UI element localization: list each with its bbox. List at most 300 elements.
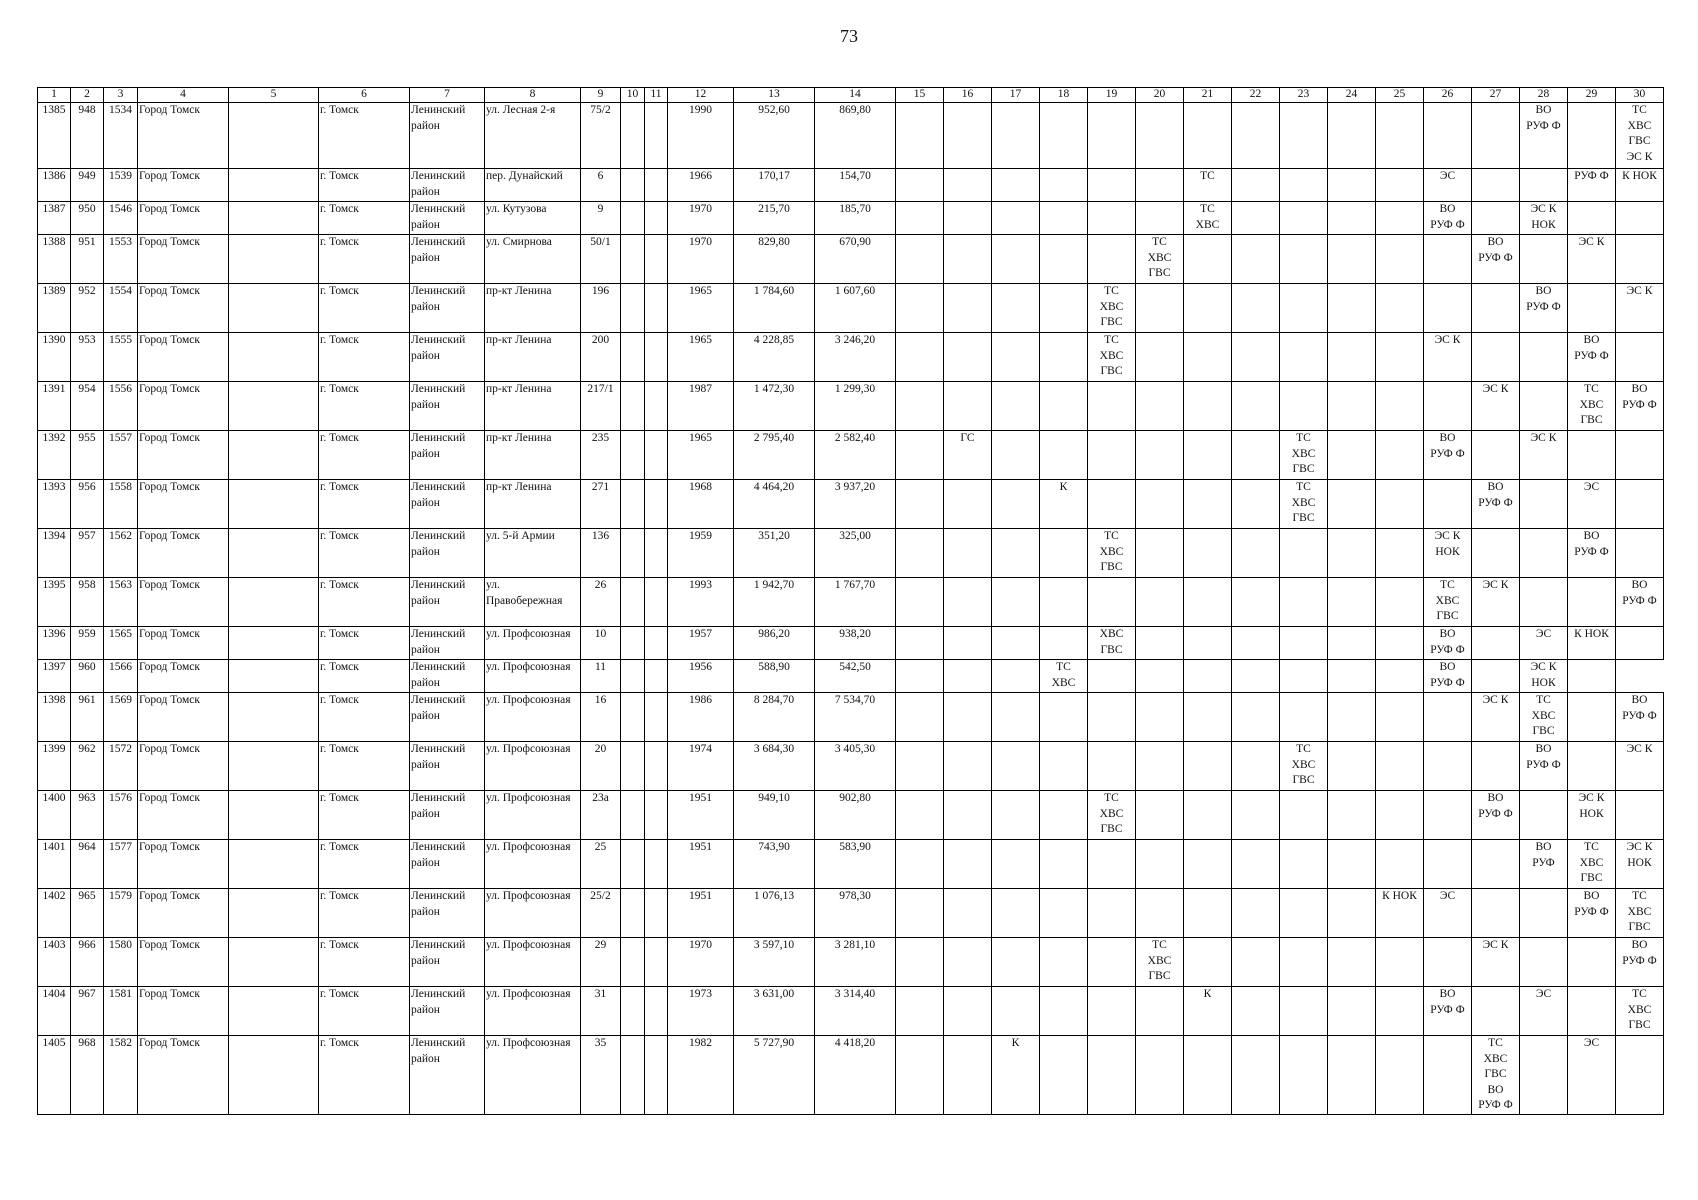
table-cell — [992, 742, 1040, 791]
table-cell: ТС — [1184, 169, 1232, 202]
table-cell — [1088, 938, 1136, 987]
table-cell: К — [1040, 480, 1088, 529]
table-cell — [1088, 431, 1136, 480]
table-cell: 6 — [581, 169, 621, 202]
table-cell — [1616, 627, 1664, 660]
table-cell — [1616, 529, 1664, 578]
table-cell: ТС ХВС ГВС — [1088, 284, 1136, 333]
table-row — [38, 333, 1664, 382]
table-cell — [1136, 660, 1184, 693]
table-cell — [621, 1036, 645, 1115]
column-header: 22 — [1232, 88, 1280, 103]
table-cell: 1401 — [38, 840, 71, 889]
table-cell: ул. Лесная 2-я — [485, 103, 581, 169]
table-cell — [1136, 431, 1184, 480]
table-cell — [1280, 660, 1328, 693]
table-cell — [944, 840, 992, 889]
table-cell — [1424, 742, 1472, 791]
table-cell — [645, 889, 668, 938]
table-cell — [1568, 742, 1616, 791]
table-cell — [645, 202, 668, 235]
table-cell — [229, 382, 319, 431]
table-cell — [944, 1036, 992, 1115]
table-cell: г. Томск — [319, 987, 410, 1036]
table-cell: ул. Профсоюзная — [485, 840, 581, 889]
table-cell: 965 — [71, 889, 104, 938]
table-cell: ВО РУФ — [1520, 840, 1568, 889]
table-cell: Город Томск — [138, 202, 229, 235]
table-cell — [1472, 169, 1520, 202]
table-cell — [621, 660, 645, 693]
table-cell: 1534 — [104, 103, 138, 169]
table-cell: 4 464,20 — [734, 480, 815, 529]
table-cell — [1376, 333, 1424, 382]
table-cell: 3 631,00 — [734, 987, 815, 1036]
table-cell — [229, 235, 319, 284]
table-cell: Город Томск — [138, 480, 229, 529]
table-cell — [1184, 480, 1232, 529]
table-cell: ЭС К — [1472, 693, 1520, 742]
table-cell: 35 — [581, 1036, 621, 1115]
table-cell — [896, 529, 944, 578]
table-cell — [1472, 431, 1520, 480]
table-cell — [1376, 431, 1424, 480]
table-cell — [1088, 1036, 1136, 1115]
table-cell: 215,70 — [734, 202, 815, 235]
table-cell — [621, 938, 645, 987]
table-cell: 956 — [71, 480, 104, 529]
table-cell — [1376, 742, 1424, 791]
table-cell — [229, 202, 319, 235]
table-cell: ЭС К — [1616, 742, 1664, 791]
table-cell: Город Томск — [138, 693, 229, 742]
table-cell — [1520, 938, 1568, 987]
table-cell: 29 — [581, 938, 621, 987]
table-cell: 1563 — [104, 578, 138, 627]
table-cell — [621, 791, 645, 840]
table-cell — [992, 840, 1040, 889]
table-cell: ул. Профсоюзная — [485, 660, 581, 693]
table-cell — [1376, 660, 1424, 693]
table-cell — [1520, 382, 1568, 431]
table-cell — [1424, 791, 1472, 840]
table-cell — [1328, 1036, 1376, 1115]
table-cell — [621, 202, 645, 235]
table-cell: Город Томск — [138, 791, 229, 840]
table-cell: пер. Дунайский — [485, 169, 581, 202]
table-cell: 1386 — [38, 169, 71, 202]
table-cell: ЭС К — [1472, 938, 1520, 987]
table-cell — [992, 202, 1040, 235]
table-cell — [645, 169, 668, 202]
table-cell — [645, 1036, 668, 1115]
table-cell: Город Томск — [138, 103, 229, 169]
column-header: 16 — [944, 88, 992, 103]
column-header: 24 — [1328, 88, 1376, 103]
table-cell: 978,30 — [815, 889, 896, 938]
table-cell — [1184, 742, 1232, 791]
table-cell: г. Томск — [319, 840, 410, 889]
table-cell — [1376, 840, 1424, 889]
table-cell — [1232, 742, 1280, 791]
table-cell — [621, 480, 645, 529]
table-cell: 1986 — [668, 693, 734, 742]
column-header: 26 — [1424, 88, 1472, 103]
table-cell: г. Томск — [319, 660, 410, 693]
table-cell: Город Томск — [138, 382, 229, 431]
table-cell: 3 937,20 — [815, 480, 896, 529]
table-cell — [1136, 333, 1184, 382]
table-row — [38, 578, 1664, 627]
table-cell — [645, 382, 668, 431]
table-cell — [229, 103, 319, 169]
table-cell: 1555 — [104, 333, 138, 382]
table-cell: 1965 — [668, 431, 734, 480]
table-cell — [1184, 938, 1232, 987]
table-cell — [1088, 742, 1136, 791]
table-cell: пр-кт Ленина — [485, 431, 581, 480]
table-cell: 964 — [71, 840, 104, 889]
table-cell: 185,70 — [815, 202, 896, 235]
table-row — [38, 627, 1664, 660]
table-cell: Ленинский район — [410, 627, 485, 660]
table-cell — [1376, 693, 1424, 742]
table-cell — [1040, 169, 1088, 202]
table-cell — [1424, 103, 1472, 169]
table-cell — [992, 382, 1040, 431]
table-cell — [1328, 103, 1376, 169]
table-cell — [1616, 431, 1664, 480]
table-cell: 743,90 — [734, 840, 815, 889]
table-cell: 16 — [581, 693, 621, 742]
table-cell: Ленинский район — [410, 333, 485, 382]
table-cell: Ленинский район — [410, 987, 485, 1036]
table-cell — [992, 529, 1040, 578]
table-cell: 948 — [71, 103, 104, 169]
registry-table — [37, 87, 1664, 1115]
table-cell: Город Томск — [138, 333, 229, 382]
table-cell — [621, 578, 645, 627]
table-cell — [896, 480, 944, 529]
table-cell — [645, 938, 668, 987]
table-cell — [1328, 627, 1376, 660]
table-cell: ВО РУФ Ф — [1424, 202, 1472, 235]
table-cell: ВО РУФ Ф — [1424, 431, 1472, 480]
table-cell — [621, 382, 645, 431]
table-cell: ВО РУФ Ф — [1472, 791, 1520, 840]
table-cell — [1376, 103, 1424, 169]
table-cell: 1 767,70 — [815, 578, 896, 627]
table-cell — [1424, 284, 1472, 333]
table-cell — [992, 791, 1040, 840]
table-cell: Город Томск — [138, 529, 229, 578]
table-cell — [1088, 235, 1136, 284]
table-cell — [944, 578, 992, 627]
table-body — [38, 103, 1664, 1115]
table-cell — [1184, 889, 1232, 938]
table-cell: 50/1 — [581, 235, 621, 284]
table-cell — [1136, 169, 1184, 202]
table-cell — [645, 742, 668, 791]
table-cell: 75/2 — [581, 103, 621, 169]
table-cell: 1402 — [38, 889, 71, 938]
table-cell — [645, 987, 668, 1036]
column-header: 25 — [1376, 88, 1424, 103]
table-cell: ЭС К — [1472, 578, 1520, 627]
table-cell — [1568, 431, 1616, 480]
column-header: 7 — [410, 88, 485, 103]
column-header: 29 — [1568, 88, 1616, 103]
table-cell — [1520, 333, 1568, 382]
table-cell — [1424, 1036, 1472, 1115]
table-cell: 1 076,13 — [734, 889, 815, 938]
table-cell — [1184, 660, 1232, 693]
table-cell — [229, 529, 319, 578]
table-cell: ВО РУФ Ф — [1520, 103, 1568, 169]
table-cell — [896, 693, 944, 742]
table-cell — [1520, 1036, 1568, 1115]
table-cell — [1088, 987, 1136, 1036]
table-cell — [1328, 660, 1376, 693]
table-cell: 952 — [71, 284, 104, 333]
table-cell: г. Томск — [319, 938, 410, 987]
table-cell: 1403 — [38, 938, 71, 987]
table-cell: ВО РУФ Ф — [1520, 284, 1568, 333]
table-cell: 1395 — [38, 578, 71, 627]
table-cell — [1328, 235, 1376, 284]
table-cell: пр-кт Ленина — [485, 284, 581, 333]
table-cell — [1232, 529, 1280, 578]
table-cell — [1616, 235, 1664, 284]
table-cell — [1616, 791, 1664, 840]
table-cell: ВО РУФ Ф — [1568, 889, 1616, 938]
table-cell — [229, 693, 319, 742]
table-cell: 1973 — [668, 987, 734, 1036]
table-cell — [1232, 693, 1280, 742]
table-row — [38, 660, 1664, 693]
table-cell: 4 228,85 — [734, 333, 815, 382]
table-cell: 4 418,20 — [815, 1036, 896, 1115]
table-cell — [1136, 480, 1184, 529]
table-cell — [1136, 1036, 1184, 1115]
table-cell: 1569 — [104, 693, 138, 742]
table-cell — [1232, 284, 1280, 333]
table-cell — [1424, 382, 1472, 431]
table-cell: 1990 — [668, 103, 734, 169]
table-cell — [1472, 742, 1520, 791]
table-row — [38, 840, 1664, 889]
table-cell: ЭС К НОК — [1520, 660, 1568, 693]
table-cell: г. Томск — [319, 1036, 410, 1115]
table-cell: 902,80 — [815, 791, 896, 840]
table-cell — [229, 169, 319, 202]
column-header: 15 — [896, 88, 944, 103]
table-cell — [1280, 284, 1328, 333]
table-cell — [229, 333, 319, 382]
table-cell — [621, 840, 645, 889]
table-cell: ТС ХВС ГВС — [1520, 693, 1568, 742]
table-cell — [229, 1036, 319, 1115]
table-cell — [944, 382, 992, 431]
table-cell: ул. Профсоюзная — [485, 1036, 581, 1115]
table-cell: ЭС К — [1616, 284, 1664, 333]
table-cell: 960 — [71, 660, 104, 693]
table-cell: 1965 — [668, 333, 734, 382]
table-cell: 1968 — [668, 480, 734, 529]
table-cell — [229, 987, 319, 1036]
table-cell — [1232, 333, 1280, 382]
table-cell: 23а — [581, 791, 621, 840]
table-cell — [1040, 578, 1088, 627]
table-cell — [1040, 791, 1088, 840]
table-cell — [1328, 578, 1376, 627]
table-cell — [1472, 627, 1520, 660]
table-cell: 325,00 — [815, 529, 896, 578]
table-cell: ВО РУФ Ф — [1424, 627, 1472, 660]
table-cell: Город Томск — [138, 235, 229, 284]
table-cell — [1136, 627, 1184, 660]
table-cell — [1232, 938, 1280, 987]
table-cell — [1280, 791, 1328, 840]
table-cell — [1424, 840, 1472, 889]
table-cell — [1568, 938, 1616, 987]
table-cell: 1580 — [104, 938, 138, 987]
table-cell — [1376, 529, 1424, 578]
table-cell: 170,17 — [734, 169, 815, 202]
table-cell: 542,50 — [815, 660, 896, 693]
table-cell — [229, 938, 319, 987]
table-cell — [896, 791, 944, 840]
table-cell — [1376, 382, 1424, 431]
table-cell — [229, 480, 319, 529]
table-cell — [1184, 578, 1232, 627]
table-cell — [1520, 480, 1568, 529]
table-cell: 963 — [71, 791, 104, 840]
table-row — [38, 103, 1664, 169]
table-cell: 1956 — [668, 660, 734, 693]
table-cell: ТС ХВС ГВС — [1280, 431, 1328, 480]
table-cell — [1184, 627, 1232, 660]
table-row — [38, 382, 1664, 431]
table-cell — [992, 431, 1040, 480]
table-cell — [1328, 840, 1376, 889]
table-cell — [1568, 202, 1616, 235]
table-cell: 1565 — [104, 627, 138, 660]
table-cell — [992, 938, 1040, 987]
table-cell — [1136, 578, 1184, 627]
table-cell — [621, 742, 645, 791]
table-cell — [1280, 382, 1328, 431]
table-cell — [896, 578, 944, 627]
table-cell: 961 — [71, 693, 104, 742]
table-cell: Ленинский район — [410, 660, 485, 693]
table-cell — [229, 840, 319, 889]
table-cell — [1088, 382, 1136, 431]
table-cell — [1088, 660, 1136, 693]
table-cell — [1376, 202, 1424, 235]
table-cell: 235 — [581, 431, 621, 480]
table-cell — [1184, 284, 1232, 333]
table-cell — [1040, 840, 1088, 889]
table-cell: 1581 — [104, 987, 138, 1036]
table-cell: 1970 — [668, 938, 734, 987]
table-cell: 829,80 — [734, 235, 815, 284]
table-cell — [1568, 693, 1616, 742]
table-cell — [896, 235, 944, 284]
table-cell — [1136, 693, 1184, 742]
table-cell: ТС ХВС ГВС — [1136, 235, 1184, 284]
table-cell — [896, 382, 944, 431]
table-cell — [1232, 1036, 1280, 1115]
table-cell: 136 — [581, 529, 621, 578]
table-cell: ЭС — [1568, 480, 1616, 529]
table-cell — [992, 169, 1040, 202]
table-cell: 1982 — [668, 1036, 734, 1115]
table-cell — [1376, 627, 1424, 660]
column-header: 1 — [38, 88, 71, 103]
table-cell: ВО РУФ Ф — [1568, 333, 1616, 382]
table-cell — [1280, 889, 1328, 938]
table-cell: ТС ХВС ГВС — [1280, 742, 1328, 791]
table-cell: ВО РУФ Ф — [1616, 693, 1664, 742]
table-cell — [1088, 693, 1136, 742]
table-cell — [1520, 529, 1568, 578]
table-cell: 966 — [71, 938, 104, 987]
column-header: 3 — [104, 88, 138, 103]
table-cell: ул. Правобережная — [485, 578, 581, 627]
table-cell — [621, 889, 645, 938]
table-cell: 1993 — [668, 578, 734, 627]
table-cell: ТС ХВС — [1184, 202, 1232, 235]
table-cell — [1520, 791, 1568, 840]
table-cell — [896, 333, 944, 382]
table-cell — [1184, 1036, 1232, 1115]
table-cell — [1136, 742, 1184, 791]
table-cell: 1387 — [38, 202, 71, 235]
table-cell: ЭС К — [1472, 382, 1520, 431]
table-cell — [1040, 938, 1088, 987]
table-cell — [1040, 103, 1088, 169]
table-cell — [1280, 987, 1328, 1036]
table-cell: 1576 — [104, 791, 138, 840]
table-cell: г. Томск — [319, 529, 410, 578]
table-cell: 588,90 — [734, 660, 815, 693]
table-row — [38, 742, 1664, 791]
table-cell — [1088, 202, 1136, 235]
table-cell: ул. Смирнова — [485, 235, 581, 284]
table-cell: ул. 5-й Армии — [485, 529, 581, 578]
table-cell — [1280, 202, 1328, 235]
table-cell: ЭС К НОК — [1424, 529, 1472, 578]
table-cell: 2 582,40 — [815, 431, 896, 480]
column-header: 11 — [645, 88, 668, 103]
table-cell: 967 — [71, 987, 104, 1036]
table-cell — [1472, 202, 1520, 235]
table-cell: ул. Профсоюзная — [485, 938, 581, 987]
table-cell: 25/2 — [581, 889, 621, 938]
table-cell — [944, 103, 992, 169]
table-cell — [896, 431, 944, 480]
table-cell: г. Томск — [319, 693, 410, 742]
table-cell: 959 — [71, 627, 104, 660]
table-cell — [1040, 1036, 1088, 1115]
table-cell: 271 — [581, 480, 621, 529]
table-cell — [1520, 169, 1568, 202]
table-cell: ЭС К — [1424, 333, 1472, 382]
table-cell — [896, 987, 944, 1036]
table-cell — [1328, 333, 1376, 382]
table-cell: 583,90 — [815, 840, 896, 889]
